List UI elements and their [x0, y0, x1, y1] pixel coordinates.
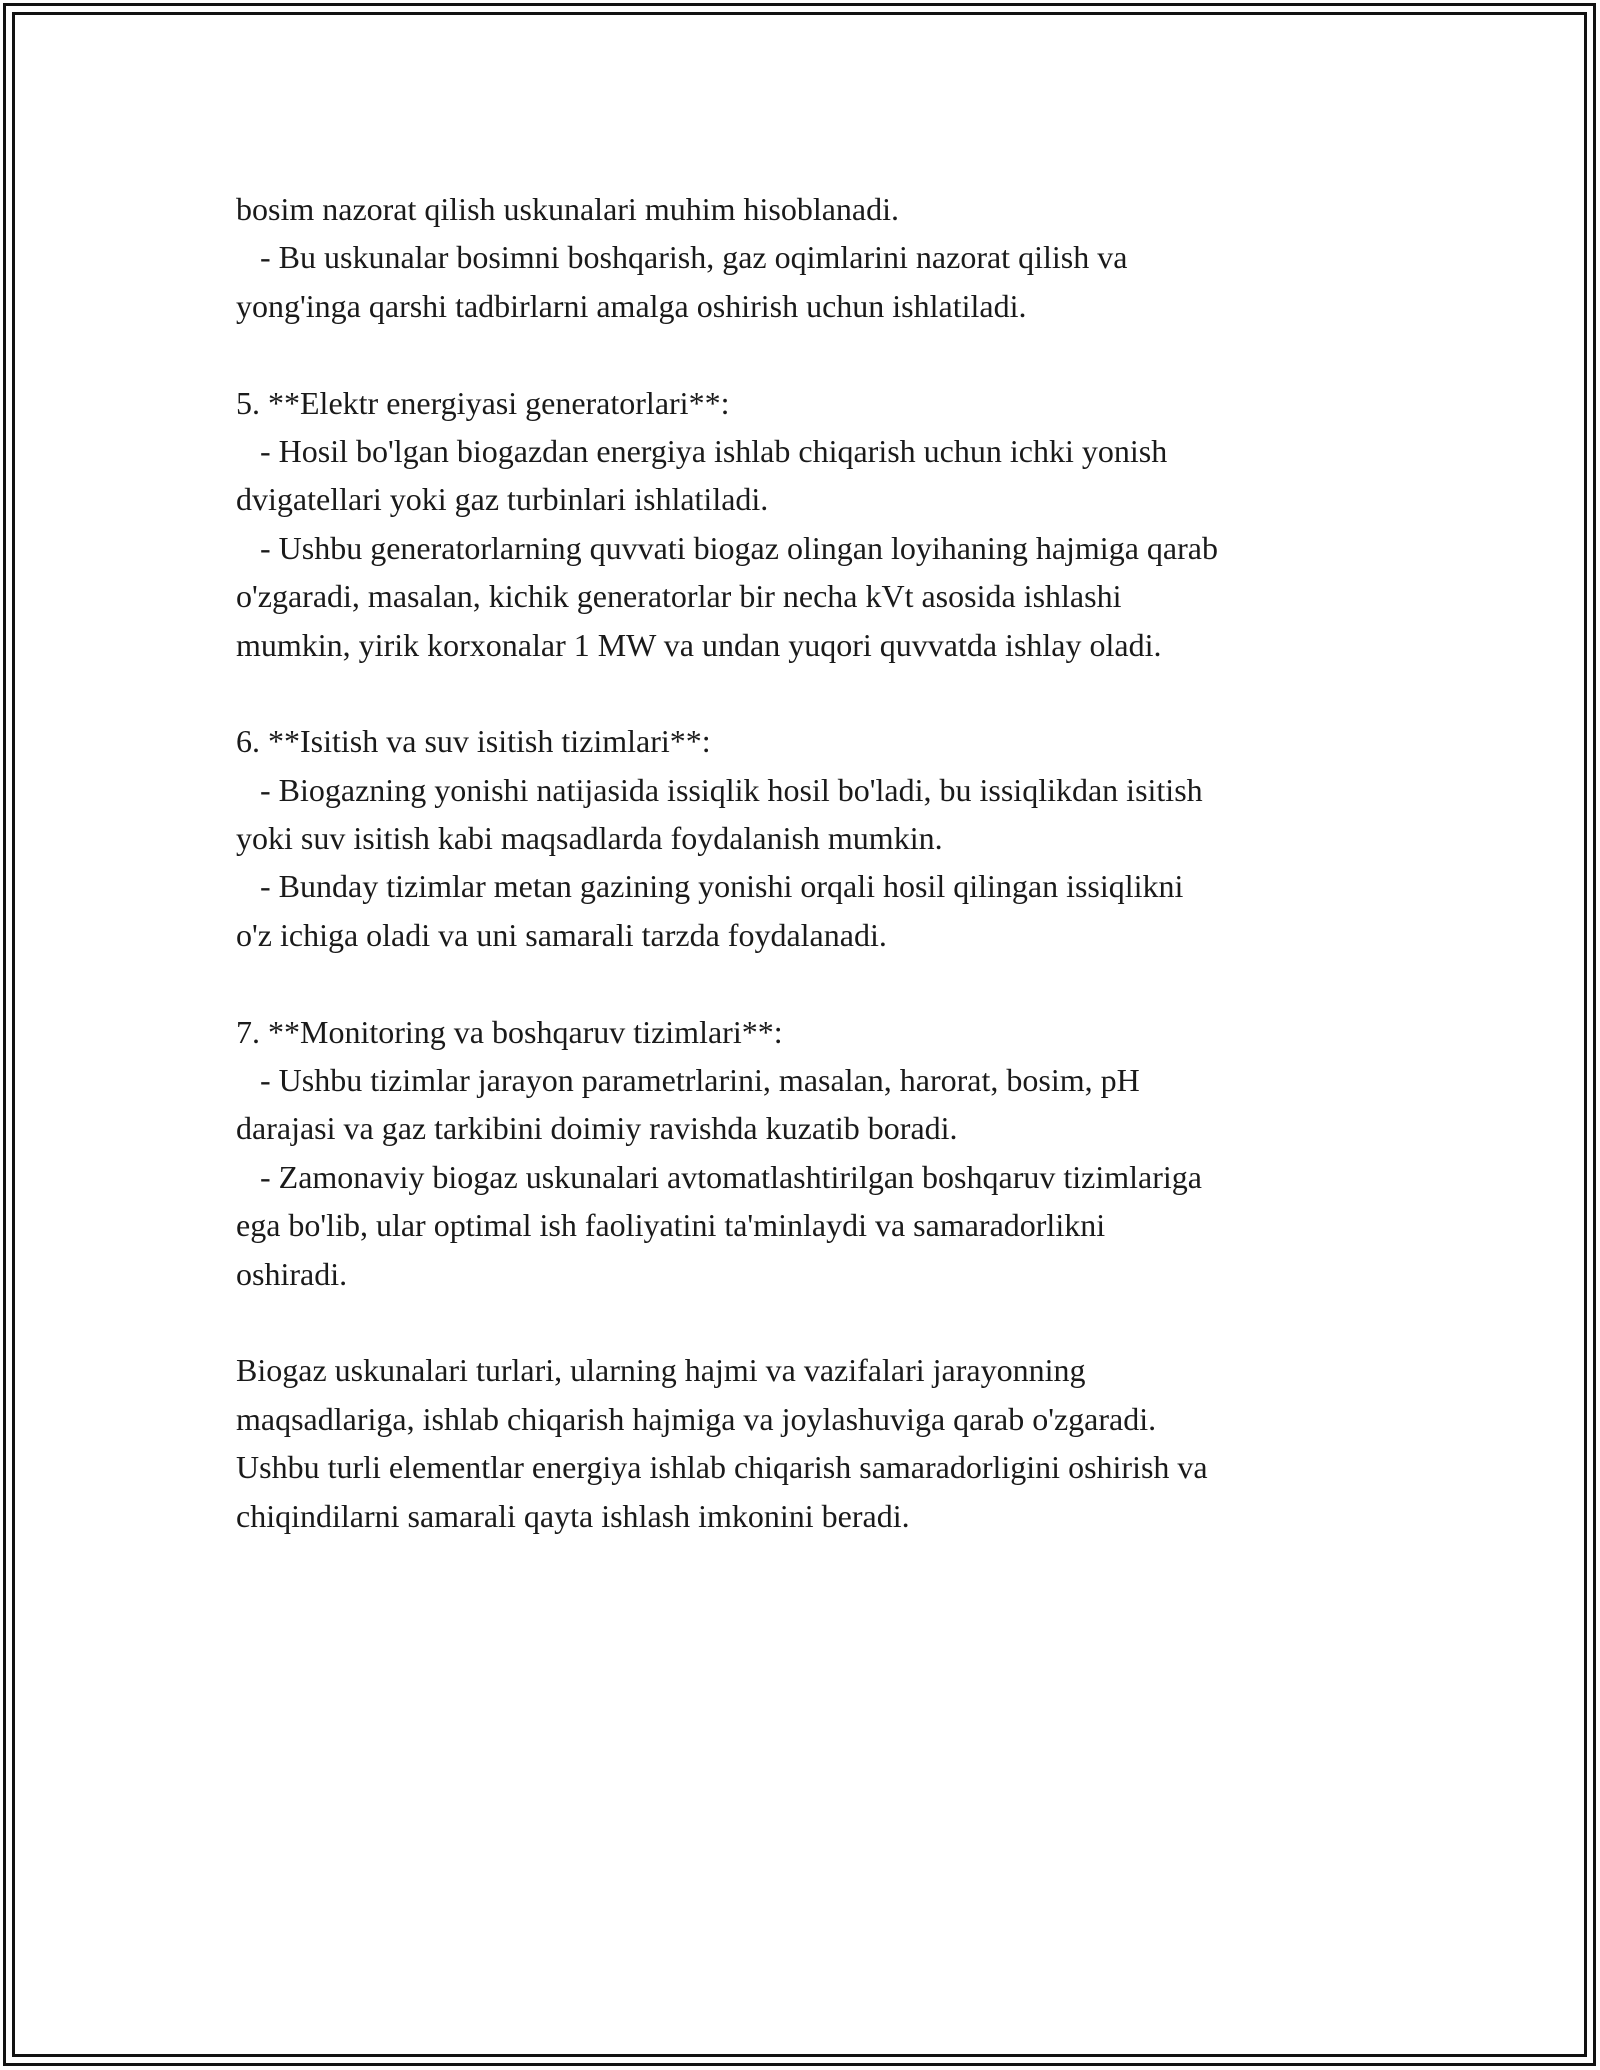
- text-line: bosim nazorat qilish uskunalari muhim hisoblanadi.: [236, 191, 900, 227]
- text-line: - Ushbu tizimlar jarayon parametrlarini, masalan, harorat, bosim, pH: [236, 1062, 1140, 1099]
- text-line: o'z ichiga oladi va uni samarali tarzda foydalanadi.: [236, 916, 887, 953]
- text-line: mumkin, yirik korxonalar 1 MW va undan yuqori quvvatda ishlay oladi.: [236, 626, 1162, 663]
- paragraph-gap: [236, 959, 1416, 1007]
- paragraph-gap: [236, 330, 1416, 378]
- text-line: yoki suv isitish kabi maqsadlarda foydalanish mumkin.: [236, 820, 943, 857]
- text-line: dvigatellari yoki gaz turbinlari ishlatiladi.: [236, 481, 769, 518]
- paragraph-gap: [236, 1298, 1416, 1346]
- text-line: - Hosil bo'lgan biogazdan energiya ishlab chiqarish uchun ichki yonish: [236, 432, 1168, 469]
- text-line: - Bunday tizimlar metan gazining yonishi orqali hosil qilingan issiqlikni: [236, 868, 1184, 905]
- section-heading-5: 5. **Elektr energiyasi generatorlari**:: [236, 384, 730, 421]
- text-line: darajasi va gaz tarkibini doimiy ravishda kuzatib boradi.: [236, 1110, 958, 1147]
- text-line: - Bu uskunalar bosimni boshqarish, gaz oqimlarini nazorat qilish va: [236, 239, 1128, 276]
- paragraph-gap: [236, 669, 1416, 717]
- document-body: [236, 185, 1416, 1540]
- conclusion-line: Biogaz uskunalari turlari, ularning hajmi va vazifalari jarayonning: [236, 1352, 1086, 1389]
- text-line: - Biogazning yonishi natijasida issiqlik hosil bo'ladi, bu issiqlikdan isitish: [236, 771, 1203, 808]
- text-line: o'zgaradi, masalan, kichik generatorlar bir necha kVt asosida ishlashi: [236, 578, 1122, 615]
- section-heading-7: 7. **Monitoring va boshqaruv tizimlari**:: [236, 1013, 783, 1050]
- conclusion-line: Ushbu turli elementlar energiya ishlab chiqarish samaradorligini oshirish va: [236, 1449, 1208, 1486]
- section-heading-6: 6. **Isitish va suv isitish tizimlari**:: [236, 723, 711, 760]
- text-line: oshiradi.: [236, 1255, 348, 1292]
- conclusion-line: chiqindilarni samarali qayta ishlash imkonini beradi.: [236, 1497, 910, 1534]
- text-line: - Zamonaviy biogaz uskunalari avtomatlashtirilgan boshqaruv tizimlariga: [236, 1158, 1202, 1195]
- text-line: - Ushbu generatorlarning quvvati biogaz olingan loyihaning hajmiga qarab: [236, 529, 1218, 566]
- text-line: yong'inga qarshi tadbirlarni amalga oshirish uchun ishlatiladi.: [236, 287, 1027, 324]
- conclusion-line: maqsadlariga, ishlab chiqarish hajmiga va joylashuviga qarab o'zgaradi.: [236, 1400, 1157, 1437]
- text-line: ega bo'lib, ular optimal ish faoliyatini ta'minlaydi va samaradorlikni: [236, 1207, 1106, 1244]
